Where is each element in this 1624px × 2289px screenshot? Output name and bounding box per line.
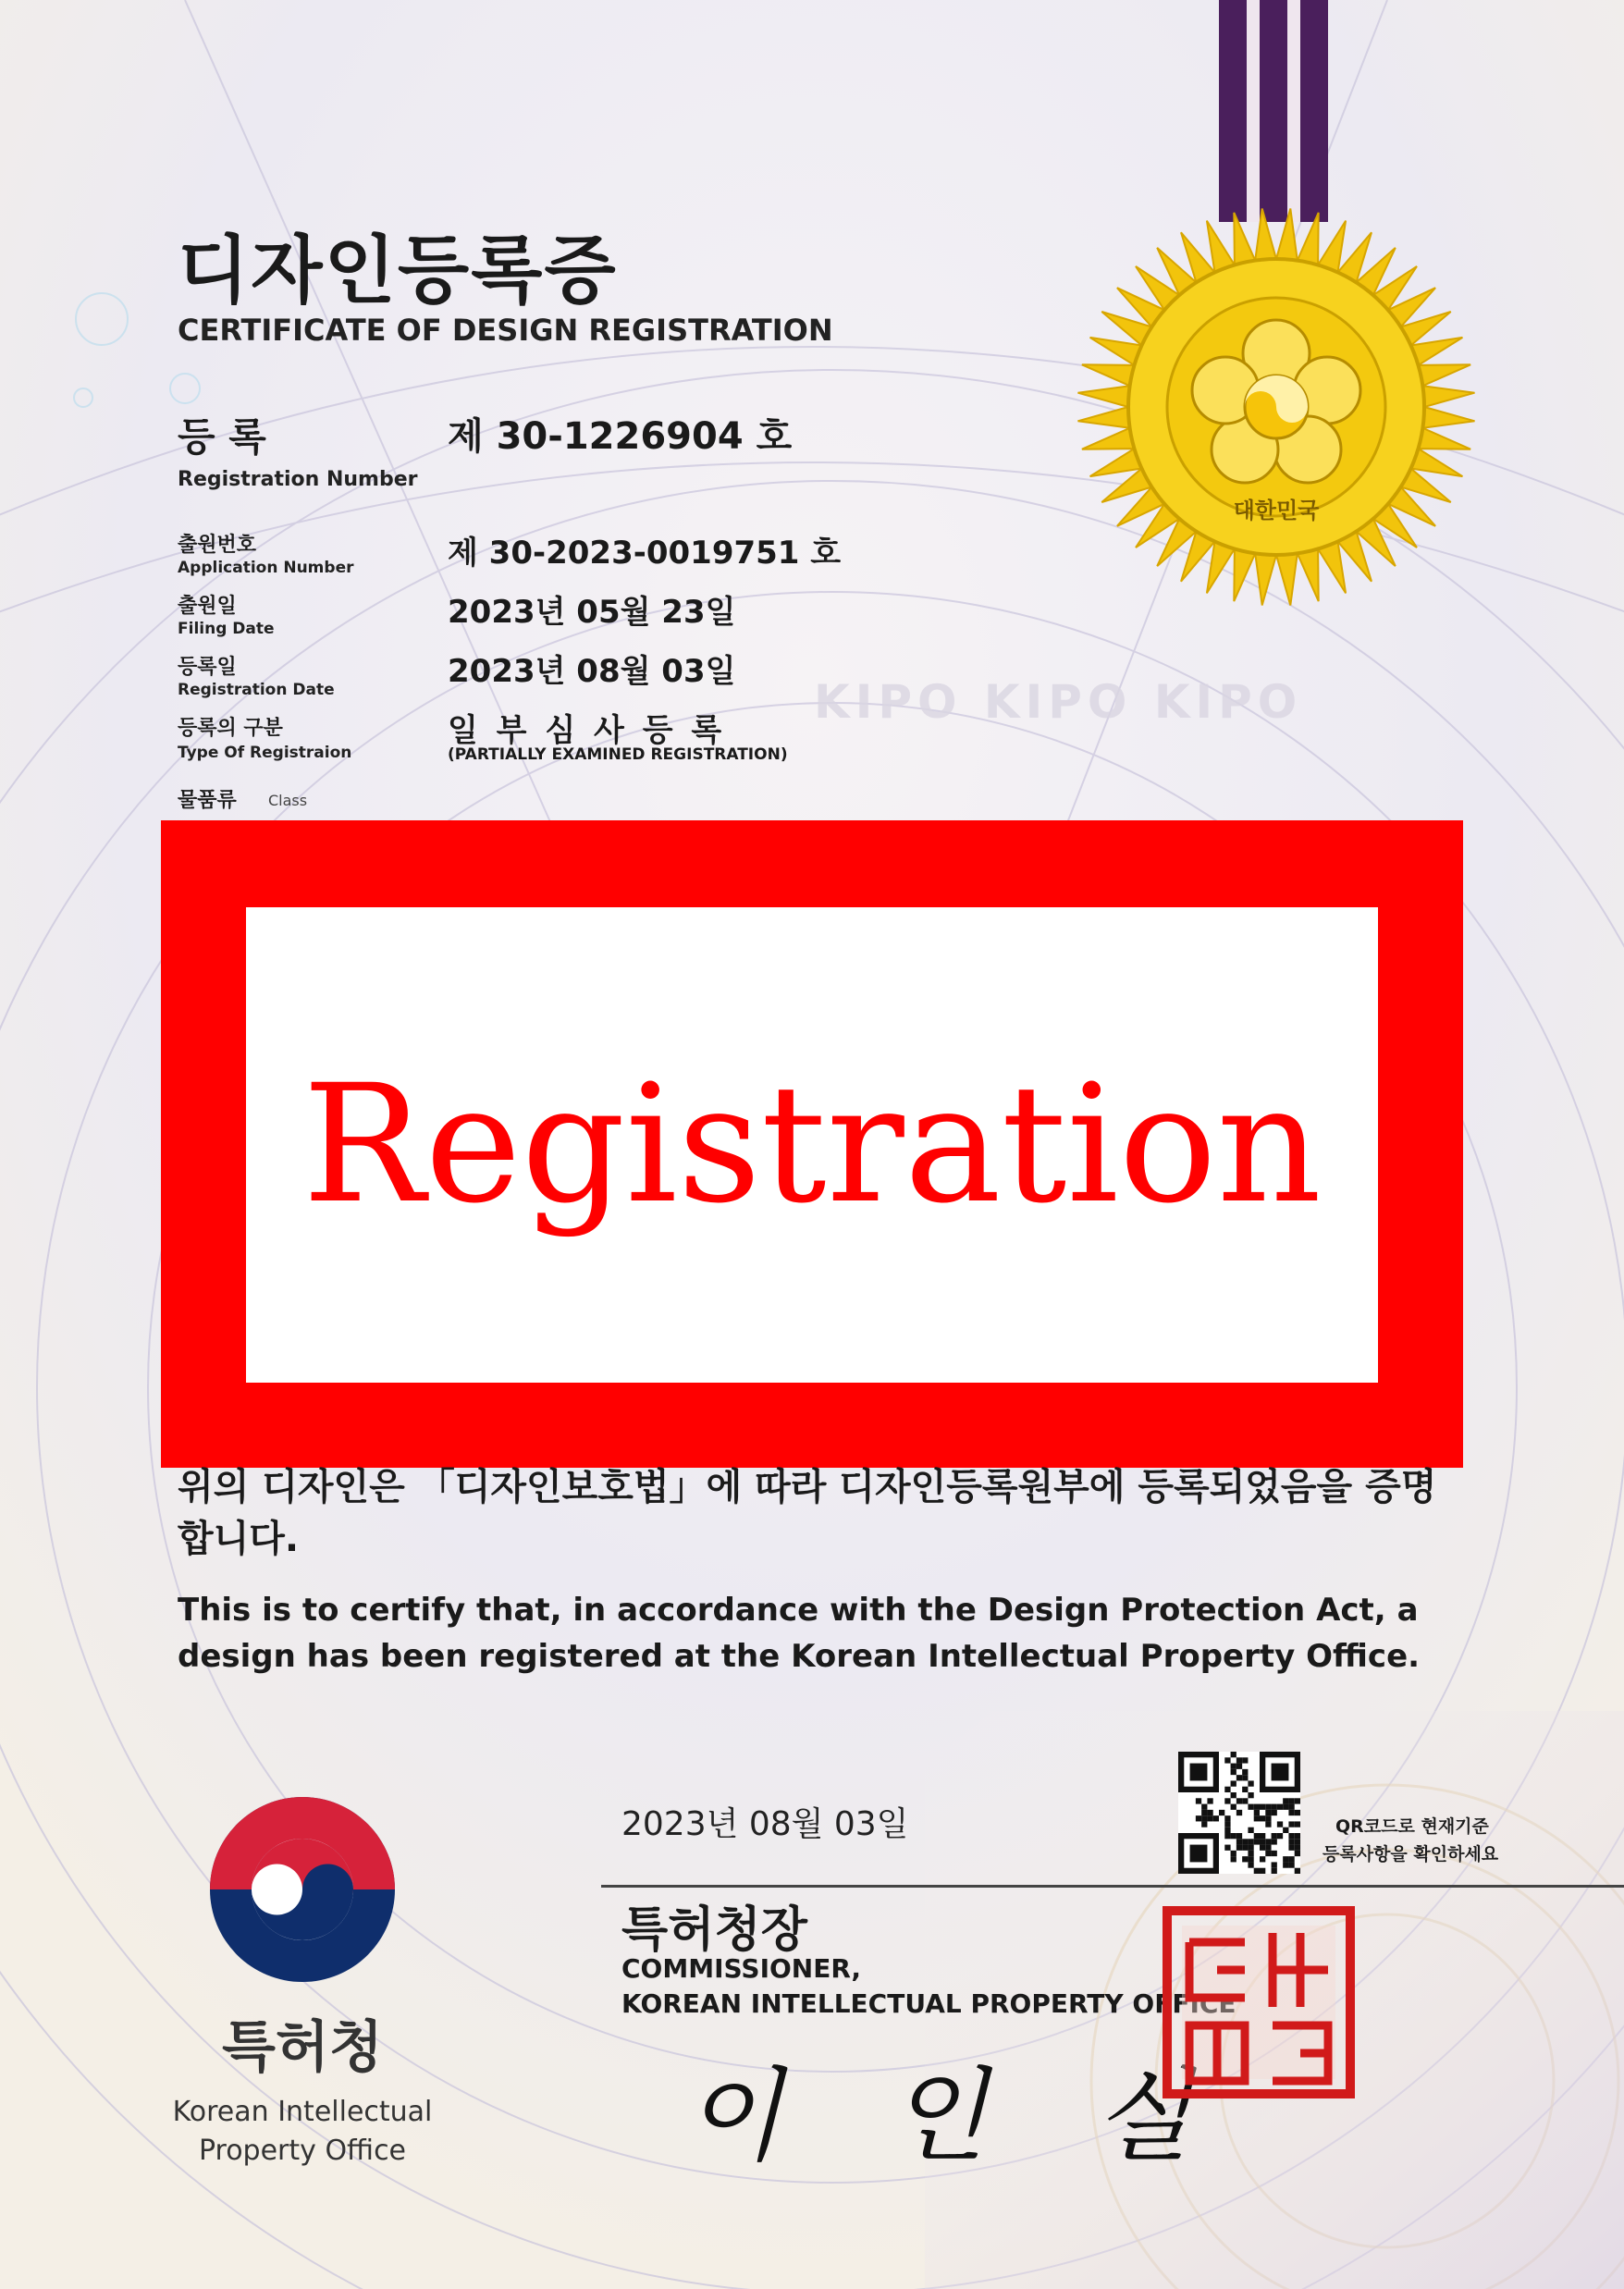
ribbon-stripe — [1260, 0, 1287, 222]
application-number-label-ko: 출원번호 — [178, 534, 257, 557]
registration-date-label-en: Registration Date — [178, 681, 335, 699]
class-label-ko: 물품류 — [178, 789, 237, 812]
qr-code-icon[interactable] — [1178, 1752, 1300, 1874]
office-name-ko: 특허청 — [222, 2015, 383, 2080]
registration-type-value: 일 부 심 사 등 록 — [448, 712, 726, 749]
filing-date-value: 2023년 05월 23일 — [448, 594, 736, 631]
certification-text-en: This is to certify that, in accordance with the Design Protection Act, a design has been registered at the Korean Intellectual Property Office. — [178, 1592, 1421, 1675]
registration-label-en: Registration Number — [178, 468, 418, 491]
seal-text: 대한민국 — [1233, 498, 1320, 523]
registration-number: 제 30-1226904 호 — [448, 415, 793, 458]
registration-date-value: 2023년 08월 03일 — [448, 653, 736, 690]
title-en: CERTIFICATE OF DESIGN REGISTRATION — [178, 313, 833, 348]
qr-note-line1: QR코드로 현재기준 — [1335, 1816, 1489, 1837]
class-label-en: Class — [268, 792, 308, 809]
overlay-inner-panel — [246, 907, 1378, 1383]
watermark-text: KIPO KIPO KIPO — [814, 675, 1303, 729]
commissioner-signature: 이 인 실 — [684, 2057, 1229, 2175]
issue-date: 2023년 08월 03일 — [621, 1805, 909, 1843]
footer-divider — [601, 1885, 1624, 1888]
official-stamp — [1162, 1905, 1356, 2099]
ribbon-stripe — [1219, 0, 1247, 222]
application-number-label-en: Application Number — [178, 559, 354, 577]
commissioner-title-en-line1: COMMISSIONER, — [621, 1953, 862, 1984]
registration-type-label-en: Type Of Registraion — [178, 744, 352, 762]
ribbon-stripe — [1287, 0, 1300, 222]
qr-note-line2: 등록사항을 확인하세요 — [1323, 1844, 1499, 1864]
filing-date-label-ko: 출원일 — [178, 595, 237, 618]
national-seal — [1073, 203, 1480, 610]
registration-date-label-ko: 등록일 — [178, 656, 237, 679]
filing-date-label-en: Filing Date — [178, 620, 275, 638]
ribbon-stripe — [1300, 0, 1328, 222]
office-name-en-line1: Korean Intellectual — [172, 2096, 433, 2128]
registration-type-note: (PARTIALLY EXAMINED REGISTRATION) — [448, 745, 788, 764]
certification-text-ko: 위의 디자인은 「디자인보호법」에 따라 디자인등록원부에 등록되었음을 증명합니다. — [178, 1466, 1437, 1560]
registration-label-ko: 등 록 — [178, 414, 266, 460]
commissioner-title-en-line2: KOREAN INTELLECTUAL PROPERTY OFFICE — [621, 1988, 1236, 2019]
overlay-label: Registration — [301, 1050, 1323, 1239]
office-name-en-line2: Property Office — [198, 2135, 407, 2167]
ribbon-stripe — [1247, 0, 1260, 222]
title-ko: 디자인등록증 — [178, 228, 618, 314]
redaction-overlay — [161, 820, 1463, 1468]
commissioner-title-ko: 특허청장 — [621, 1902, 807, 1958]
registration-type-label-ko: 등록의 구분 — [178, 717, 283, 740]
application-number-value: 제 30-2023-0019751 호 — [448, 535, 842, 572]
kipo-logo-icon — [205, 1792, 400, 1987]
